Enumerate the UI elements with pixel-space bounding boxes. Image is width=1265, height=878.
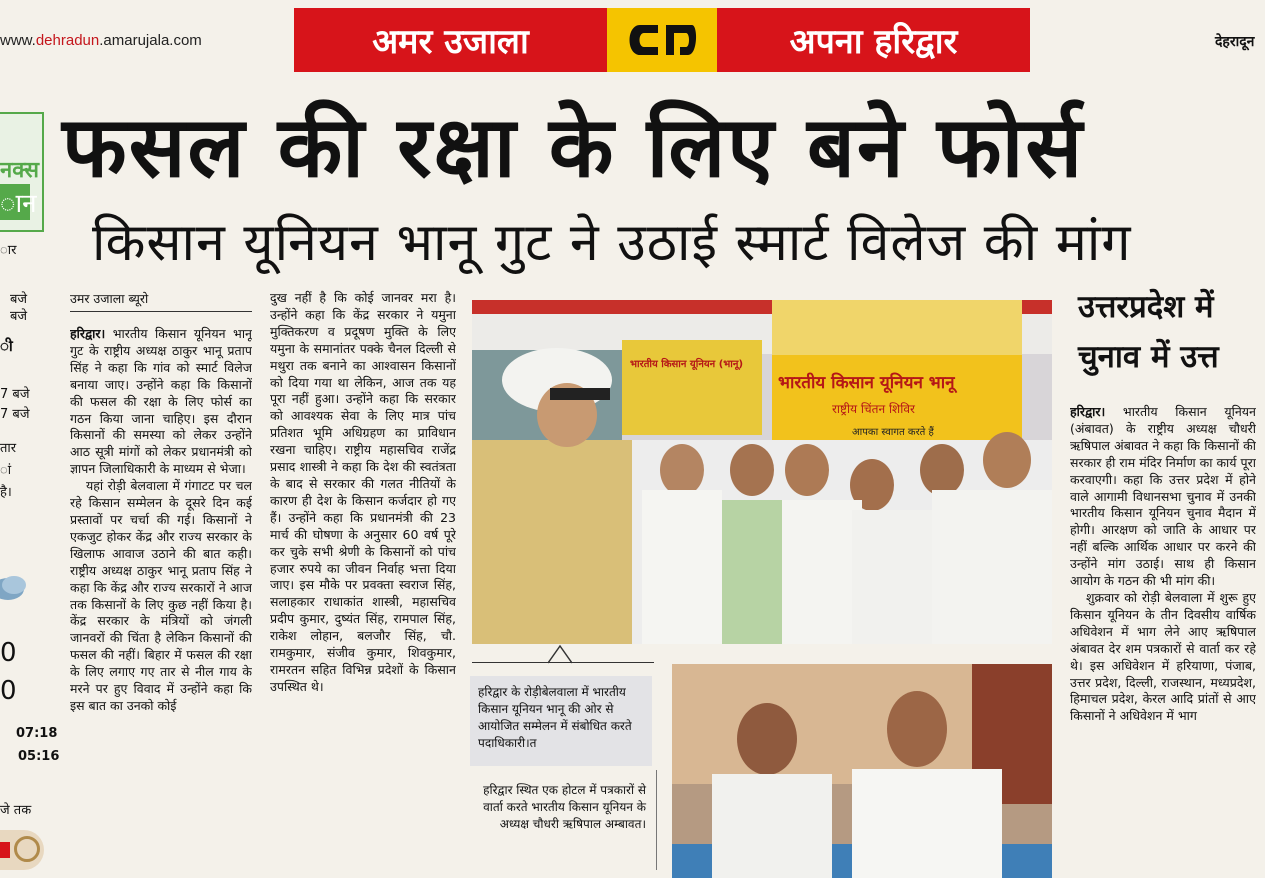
right-story-paragraph: भारतीय किसान यूनियन (अंबावत) के राष्ट्रीय अध्यक्ष चौधरी ऋषिपाल अंबावत ने कहा कि किसानों की सरकार ही राम मंदिर निर्माण का कार्य पूरा करवाएगी। कहा कि उत्तर प्रदेश में होने वाले आगामी विधानसभा चुनाव में उनकी भारतीय किसान यूनियन चुनाव मैदान में होगी। आरक्षण को जाति के आधार पर नहीं बल्कि आर्थिक आधार पर करने की उन्होंने मांग उठाई। साथ ही किसान आयोग के गठन की भी मांग की। (1070, 404, 1256, 589)
weather-line: 7 बजे (0, 407, 30, 422)
site-url[interactable] (0, 32, 202, 49)
story-paragraph: भारतीय किसान यूनियन भानू गुट के राष्ट्रीय अध्यक्ष ठाकुर भानू प्रताप सिंह ने कहा कि गांव को स्मार्ट विलेज बनाया जाए। उन्होंने कहा कि किसानों की फसल की रक्षा के लिए फोर्स का गठन किया जाना चाहिए। इस दौरान किसानों की समस्या को लेकर उन्होंने आठ सूत्री मांगों को लेकर प्रधानमंत्री को ज्ञापन जिलाधिकारी के माध्यम से भेजा। (70, 326, 252, 477)
weather-line: जे तक (0, 803, 32, 818)
right-story-dateline: हरिद्वार। (1070, 404, 1106, 419)
url-prefix: www. (0, 32, 36, 49)
byline: उमर उजाला ब्यूरो (70, 290, 252, 312)
story-column-1 (70, 326, 252, 874)
banner-main-text: भारतीय किसान यूनियन भानू (778, 373, 955, 393)
story-paragraph: दुख नहीं है कि कोई जानवर मरा है। उन्होंने कहा कि केंद्र सरकार ने यमुना मुक्तिकरण व प्रदूषण मुक्ति के लिए यमुना के समानांतर पक्के चैनल दिल्ली से मथुरा तक बनाने का आश्वासन किसानों को दिया गया था लेकिन, आज तक यह पूरा नहीं हुआ। उन्होंने कहा कि सरकार को आवश्यक सेवा के लिए मात्र पांच प्रतिशत भूमि अधिग्रहण का प्राविधान रखना चाहिए। राष्ट्रीय महासचिव राजेंद्र प्रसाद शास्त्री ने कहा कि देश की स्वतंत्रता के बाद से सरकार की गलत नीतियों के कारण ही देश के किसान कर्जदार हो गए हैं। उन्होंने कहा कि प्रधानमंत्री की 23 मार्च की घोषणा के अनुसार 60 वर्ष पूरे कर चुके सभी श्रेणी के किसानों को पांच हजार रुपये का जीवन निर्वाह भत्ता दिया जाए। इस मौके पर प्रवक्ता स्वराज सिंह, सलाहकार राधाकांत शास्त्री, महासचिव प्रदीप कुमार, दुष्यंत सिंह, रामपाल सिंह, राकेश लोहान, बलजौर सिंह, चौ. रामकुमार, संजीव कुमार, शिवकुमार, रामरतन सहित विभिन्न प्रदेशों के किसान उपस्थित थे। (270, 290, 456, 694)
right-story-paragraph: शुक्रवार को रोड़ी बेलवाला में शुरू हुए किसान यूनियन के तीन दिवसीय वार्षिक अधिवेशन में भाग लेने आए ऋषिपाल अंबावत देर शम पत्रकारों से वार्ता कर रहे थे। इस अधिवेशन में हरियाणा, पंजाब, उत्तर प्रदेश, दिल्ली, राजस्थान, मध्यप्रदेश, हिमाचल प्रदेश, केरल आदि प्रांतों से आए किसानों ने अधिवेशन में भाग (1070, 589, 1256, 724)
press-meet-photo (672, 664, 1052, 878)
masthead (0, 0, 1265, 80)
story-dateline: हरिद्वार। (70, 326, 106, 341)
right-story-column (1070, 404, 1256, 878)
sunrise-time: 07:18 (16, 726, 58, 741)
story-column-2 (270, 290, 456, 874)
right-headline-line-1: उत्तरप्रदेश में (1078, 289, 1214, 325)
weather-line: है। (0, 485, 12, 500)
url-city: dehradun (35, 32, 100, 49)
caption-pointer-icon (548, 644, 572, 664)
weather-line: बजे (10, 292, 28, 307)
page-subheadline: किसान यूनियन भानू गुट ने उठाई स्मार्ट विलेज की मांग (92, 213, 1132, 273)
sunset-time: 05:16 (18, 749, 60, 764)
edition-name: देहरादून (1215, 34, 1255, 50)
photo-caption-2: हरिद्वार स्थित एक होटल में पत्रकारों से वार्ता करते भारतीय किसान यूनियन के अध्यक्ष चौधरी ऋषिपाल अम्बावत। (483, 783, 646, 831)
story-paragraph: यहां रोड़ी बेलवाला में गंगाटट पर चल रहे किसान सम्मेलन के दूसरे दिन कई प्रस्तावों पर चर्चा की गई। किसानों ने एकजुट होकर केंद्र और राज्य सरकार के खिलाफ आवाज उठाने की बात कही। राष्ट्रीय अध्यक्ष ठाकुर भानू प्रताप सिंह ने कहा कि केंद्र और राज्य सरकारों ने आज तक किसानों के लिए कुछ नहीं किया है। केंद्र सरकार के मंत्रियों को जंगली जानवरों की चिंता है लेकिन किसानों की फसल की नहीं। बिहार में फसल की रक्षा के लिए लगाए गए तार से नील गाय के मरने पर हुए विवाद में उन्होंने कहा कि इस बात का उनको कोई (70, 478, 252, 713)
cloud-icon (0, 567, 30, 607)
brand-logo-icon (607, 8, 717, 72)
weather-line: ी (0, 337, 13, 355)
weather-badge-icon (0, 830, 44, 870)
weather-line: 7 बजे (0, 387, 30, 402)
photo-caption-1: हरिद्वार के रोड़ीबेलवाला में भारतीय किसान यूनियन भानू की ओर से आयोजित सम्मेलन में संबोधित करते पदाधिकारी।त (470, 676, 652, 766)
right-story-headline (1078, 282, 1265, 382)
weather-box (0, 112, 44, 232)
weather-title-2: ान (0, 184, 30, 220)
page-headline: फसल की रक्षा के लिए बने फोर्स (62, 98, 1085, 196)
right-headline-line-2: चुनाव में उत्त (1078, 339, 1219, 375)
url-suffix: .amarujala.com (99, 32, 202, 49)
section-name: अपना हरिद्वार (717, 8, 1030, 72)
weather-line: ार (0, 243, 17, 258)
banner-sub-text: राष्ट्रीय चिंतन शिविर (832, 402, 915, 416)
conference-photo (472, 300, 1052, 644)
weather-title-1: नक्स (0, 158, 39, 183)
caption-rule (656, 770, 657, 870)
weather-line: तार (0, 441, 17, 456)
weather-strip (0, 112, 60, 878)
weather-line: ां (0, 463, 12, 478)
min-temperature: 0 (0, 676, 17, 706)
max-temperature: 0 (0, 638, 17, 668)
brand-name: अमर उजाला (294, 8, 607, 72)
banner-small-text: भारतीय किसान यूनियन (भानू) (630, 359, 744, 370)
banner-welcome-text: आपका स्वागत करते हैं (852, 427, 934, 438)
weather-line: बजे (10, 309, 28, 324)
